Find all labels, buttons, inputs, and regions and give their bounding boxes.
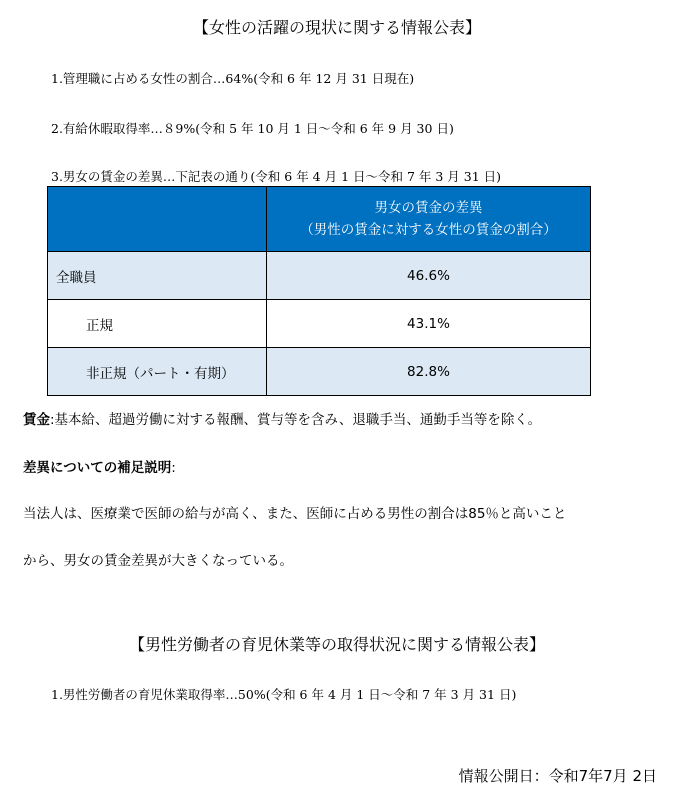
supplement-text-line1: 当法人は、医療業で医師の給与が高く、また、医師に占める男性の割合は85％と高いこと xyxy=(23,506,567,522)
table-row xyxy=(48,348,591,396)
section1-title: 【女性の活躍の現状に関する情報公表】 xyxy=(192,18,481,37)
header-line2: （男性の賃金に対する女性の賃金の割合） xyxy=(300,222,557,238)
publication-date: 情報公開日：令和7年7月 2日 xyxy=(458,767,657,785)
supplement-text-line2: から、男女の賃金差異が大きくなっている。 xyxy=(23,553,293,569)
paid-leave-rate: 2.有給休暇取得率…８9%(令和 5 年 10 月 1 日～令和 6 年 9 月 30 日) xyxy=(51,121,454,136)
table-header-empty xyxy=(48,187,267,252)
row-value-non-regular: 82.8% xyxy=(267,348,591,396)
male-childcare-leave-rate: 1.男性労働者の育児休業取得率…50%(令和 6 年 4 月 1 日～令和 7 年 3 月 31 日) xyxy=(51,687,517,702)
section2-title: 【男性労働者の育児休業等の取得状況に関する情報公表】 xyxy=(128,635,545,654)
row-label-all-staff: 全職員 xyxy=(48,252,267,300)
wage-definition-note xyxy=(23,408,541,428)
wage-definition-text: :基本給、超過労働に対する報酬、賞与等を含み、退職手当、通勤手当等を除く。 xyxy=(50,412,542,428)
female-manager-ratio: 1.管理職に占める女性の割合…64%(令和 6 年 12 月 31 日現在) xyxy=(51,71,415,86)
row-label-non-regular: 非正規（パート・有期） xyxy=(48,348,267,396)
header-line1: 男女の賃金の差異 xyxy=(374,200,483,216)
row-value-all-staff: 46.6% xyxy=(267,252,591,300)
supplement-heading xyxy=(23,456,176,476)
supplement-heading-text: 差異についての補足説明 xyxy=(23,460,172,476)
wage-term: 賃金 xyxy=(23,412,50,428)
table-header-row xyxy=(48,187,591,252)
supplement-heading-colon: : xyxy=(171,460,176,476)
row-value-regular: 43.1% xyxy=(267,300,591,348)
wage-gap-intro: 3.男女の賃金の差異…下記表の通り(令和 6 年 4 月 1 日～令和 7 年 3 月 31 日) xyxy=(51,169,502,184)
table-row xyxy=(48,252,591,300)
wage-gap-table xyxy=(47,186,591,396)
table-row xyxy=(48,300,591,348)
row-label-regular: 正規 xyxy=(48,300,267,348)
table-header-wage-gap xyxy=(267,187,591,252)
